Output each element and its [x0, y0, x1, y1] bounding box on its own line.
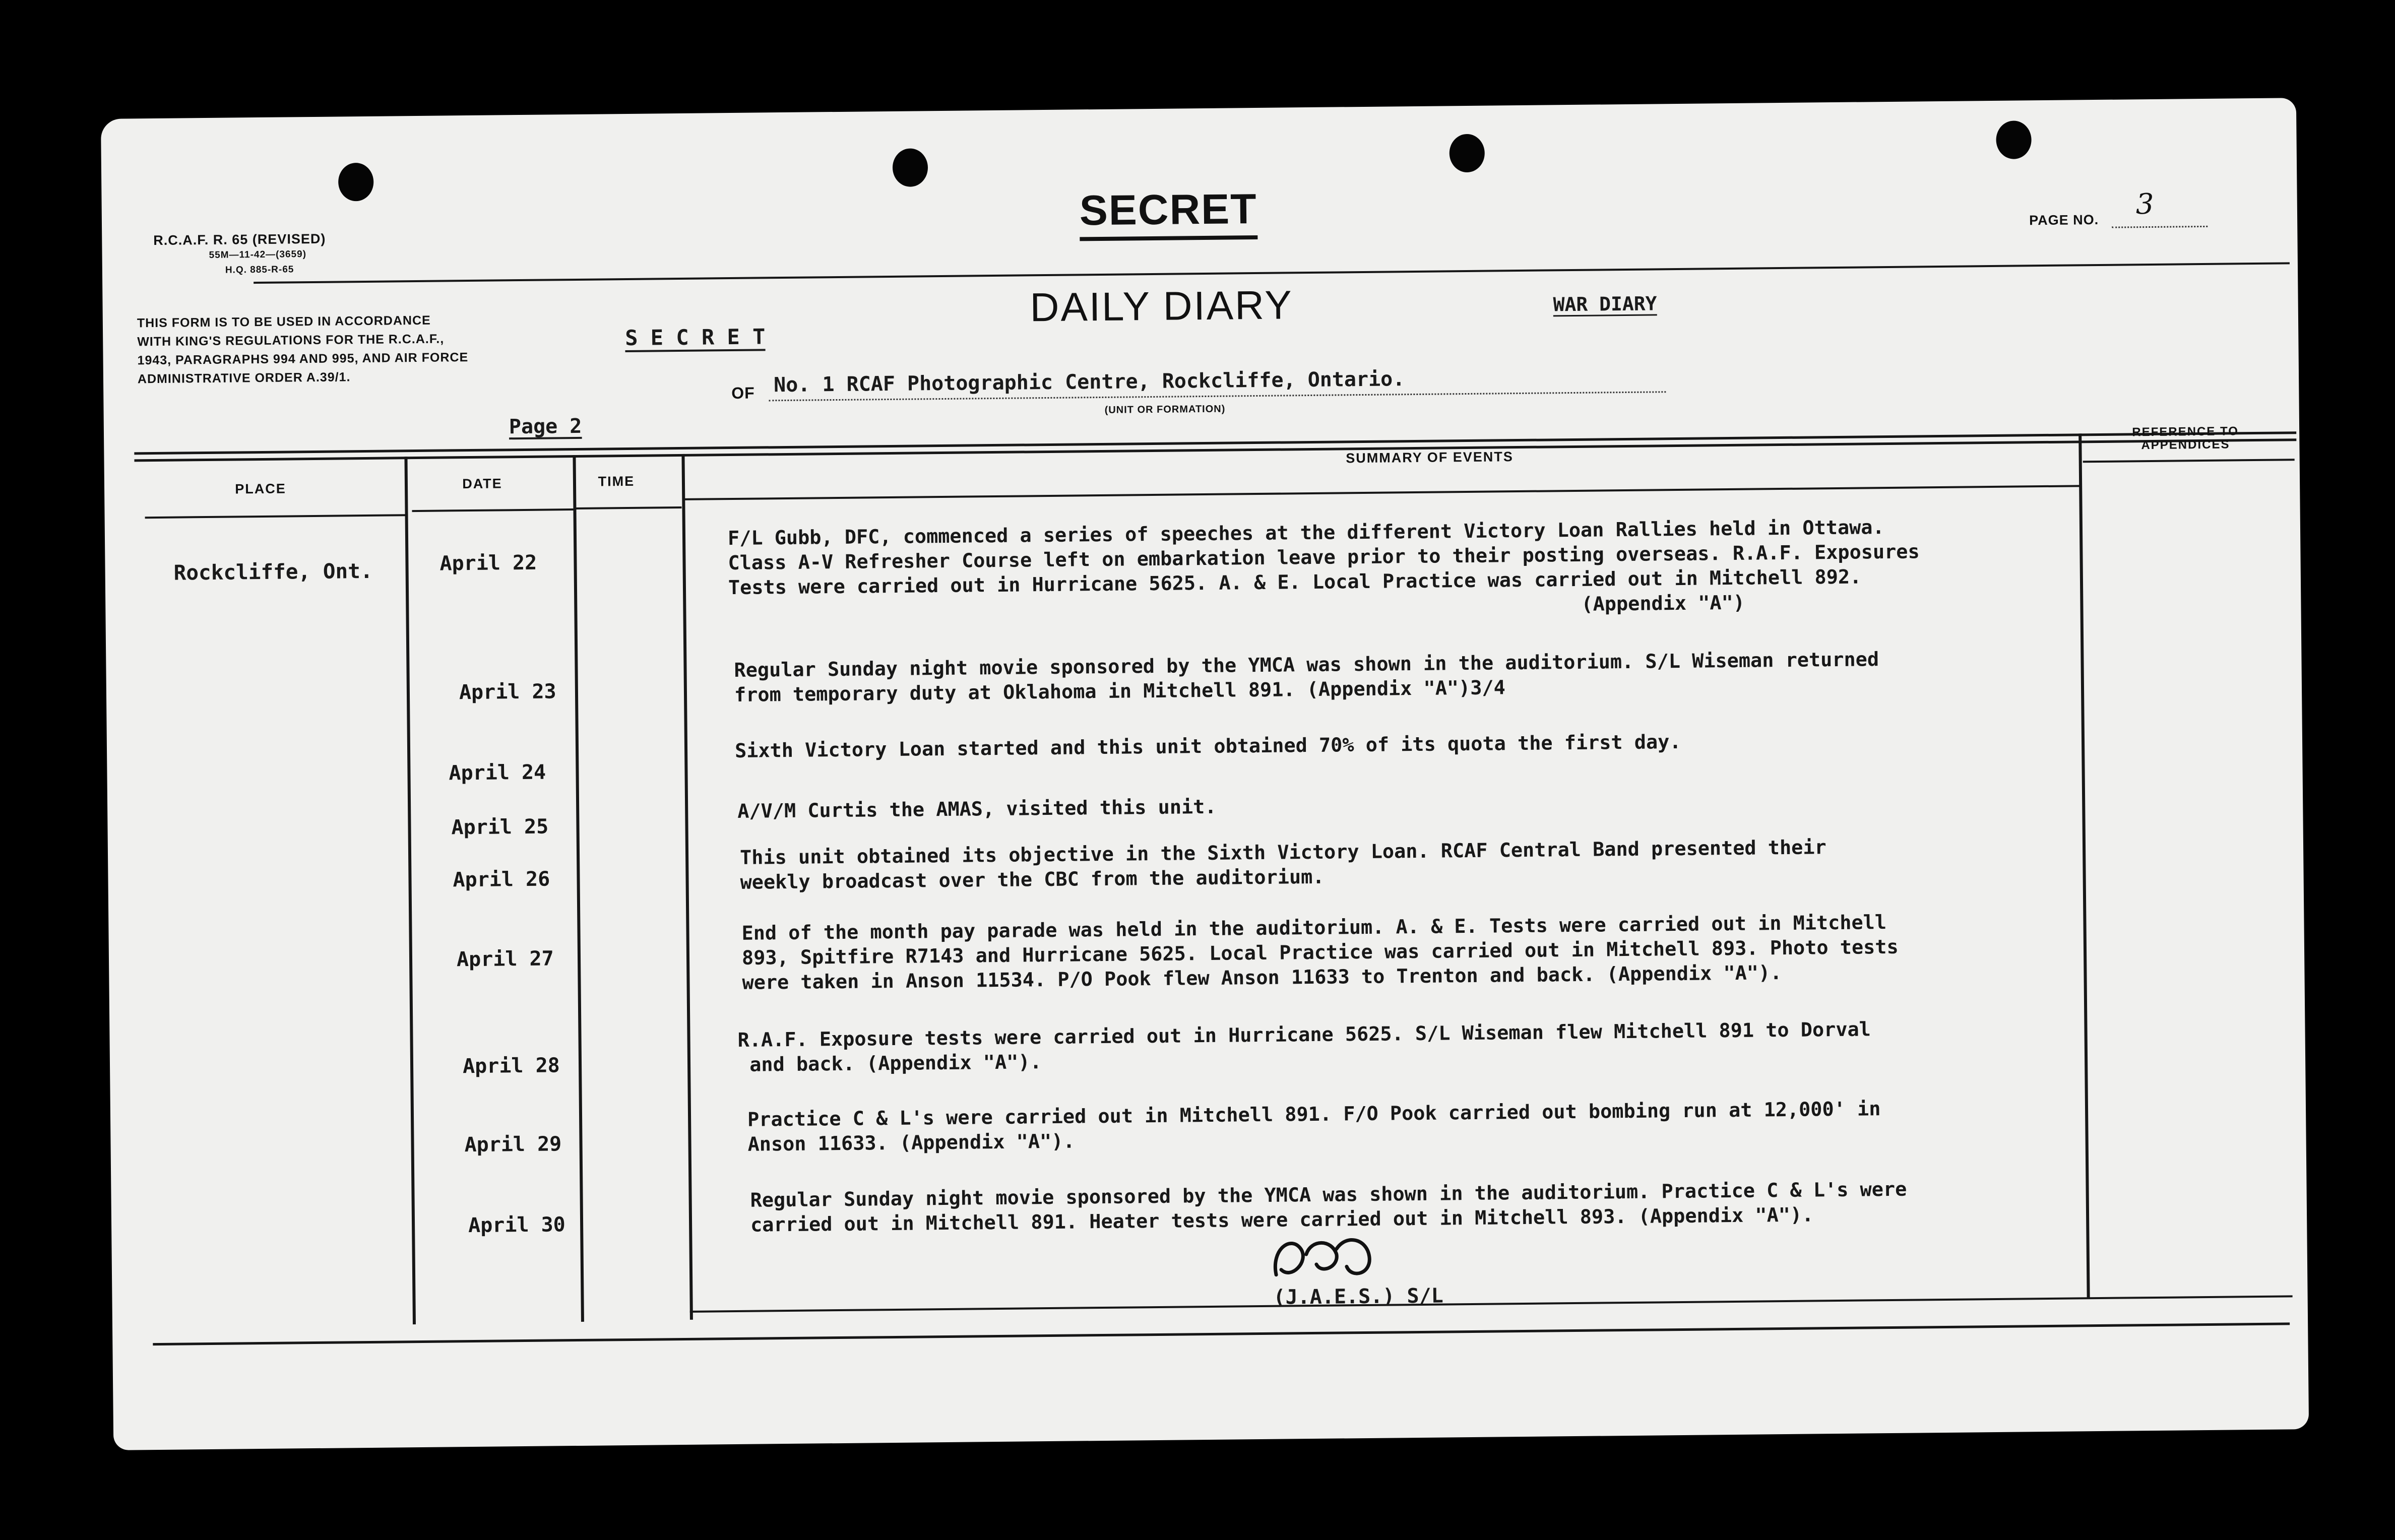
diary-sheet [101, 98, 2309, 1450]
unit-name: No. 1 RCAF Photographic Centre, Rockcliffe, Ontario. [773, 367, 1405, 397]
col-divider [573, 455, 584, 1322]
typed-secret: S E C R E T [624, 324, 766, 351]
entry-date: April 26 [453, 867, 550, 892]
notice-line: 1943, PARAGRAPHS 994 AND 995, AND AIR FORCE [137, 350, 469, 368]
unit-caption: (UNIT OR FORMATION) [1104, 403, 1226, 416]
col-divider [681, 454, 692, 1320]
col-date: DATE [462, 476, 502, 492]
place-head-rule [145, 514, 407, 519]
entry-date: April 25 [451, 815, 549, 840]
col-summary: SUMMARY OF EVENTS [1346, 449, 1514, 466]
page-bottom-rule [153, 1322, 2290, 1345]
signature-initials: (J.A.E.S.) S/L [1273, 1284, 1443, 1309]
war-diary-stamp: WAR DIARY [1553, 292, 1657, 316]
entry-text: R.A.F. Exposure tests were carried out in Hurricane 5625. S/L Wiseman flew Mitchell 891 to Dorval and back. (Appendix "A"). [737, 1018, 1871, 1076]
entry-date: April 23 [459, 680, 556, 704]
entry-date: April 28 [462, 1054, 560, 1078]
notice-line: THIS FORM IS TO BE USED IN ACCORDANCE [137, 313, 431, 331]
reference-line: REFERENCE TO [2132, 424, 2239, 439]
entry-date: April 22 [439, 551, 537, 575]
reference-line: APPENDICES [2141, 437, 2230, 453]
col-time: TIME [598, 473, 635, 489]
punch-hole [1449, 134, 1485, 173]
entry-text: Practice C & L's were carried out in Mitchell 891. F/O Pook carried out bombing run at 12,000' in Anson 11633. (Appendix "A"). [747, 1098, 1881, 1156]
col-divider [2078, 433, 2090, 1298]
notice-line: ADMINISTRATIVE ORDER A.39/1. [137, 370, 351, 387]
diary-title: DAILY DIARY [1030, 282, 1294, 330]
summary-head-rule [684, 485, 2080, 500]
entry-text: Sixth Victory Loan started and this unit obtained 70% of its quota the first day. [734, 730, 1681, 762]
punch-hole [1996, 120, 2032, 159]
table-bottom-rule [690, 1295, 2293, 1313]
col-place: PLACE [235, 481, 286, 497]
entry-date: April 30 [468, 1213, 565, 1238]
entry-text: Regular Sunday night movie sponsored by the YMCA was shown in the auditorium. Practice C & L's were carried out in Mitchell 891. Heater tests were carried out in Mitchell 893. (Appendix "A"). [750, 1178, 1907, 1237]
form-code: R.C.A.F. R. 65 (REVISED) [153, 231, 326, 248]
entry-text: Regular Sunday night movie sponsored by the YMCA was shown in the auditorium. S/L Wiseman returned from temporary duty at Oklahoma in Mitchell 891. (Appendix "A")3/4 [734, 648, 1879, 707]
punch-hole [893, 148, 928, 187]
entry-text: A/V/M Curtis the AMAS, visited this unit. [737, 795, 1217, 823]
time-head-rule [576, 506, 681, 509]
page-no-value: 3 [2135, 187, 2154, 221]
of-label: OF [731, 383, 755, 403]
entry-text: This unit obtained its objective in the Sixth Victory Loan. RCAF Central Band presented their weekly broadcast over the CBC from the auditorium. [739, 836, 1826, 894]
secret-heading: SECRET [1079, 184, 1257, 241]
entry-date: April 29 [464, 1132, 562, 1157]
notice-line: WITH KING'S REGULATIONS FOR THE R.C.A.F., [137, 332, 445, 349]
typed-page-number: Page 2 [509, 414, 582, 439]
page-no-label: PAGE NO. [2029, 212, 2099, 228]
place-value: Rockcliffe, Ont. [173, 558, 373, 585]
reference-head-rule [2083, 459, 2295, 463]
header-rule [254, 262, 2290, 284]
entry-text: F/L Gubb, DFC, commenced a series of speeches at the different Victory Loan Rallies held in Ottawa. Class A-V Refresher Course left on embarkation leave prior to their posting overseas. R.A.F. Exposures Tests were carried out in Hurricane 5625. A. & E. Local Practice was carried out in Mitchell 892. (Appendix "A") [727, 516, 1920, 624]
form-hq-code: H.Q. 885-R-65 [225, 264, 294, 276]
entry-date: April 24 [449, 760, 546, 785]
handwritten-signature [1260, 1218, 1392, 1295]
entry-date: April 27 [456, 947, 554, 972]
form-notice [137, 311, 469, 389]
punch-hole [338, 163, 374, 202]
col-divider [404, 457, 416, 1324]
col-reference [2079, 424, 2291, 453]
entry-text: End of the month pay parade was held in the auditorium. A. & E. Tests were carried out in Mitchell 893, Spitfire R7143 and Hurricane 5625. Local Practice was carried out in Mitchell 893. Photo tests were taken in Anson 11534. P/O Pook flew Anson 11633 to Trenton and back. (Appendix "A"). [741, 911, 1899, 994]
date-head-rule [412, 508, 573, 512]
page-no-line [2112, 226, 2208, 228]
form-print-code: 55M—11-42—(3659) [209, 249, 307, 261]
